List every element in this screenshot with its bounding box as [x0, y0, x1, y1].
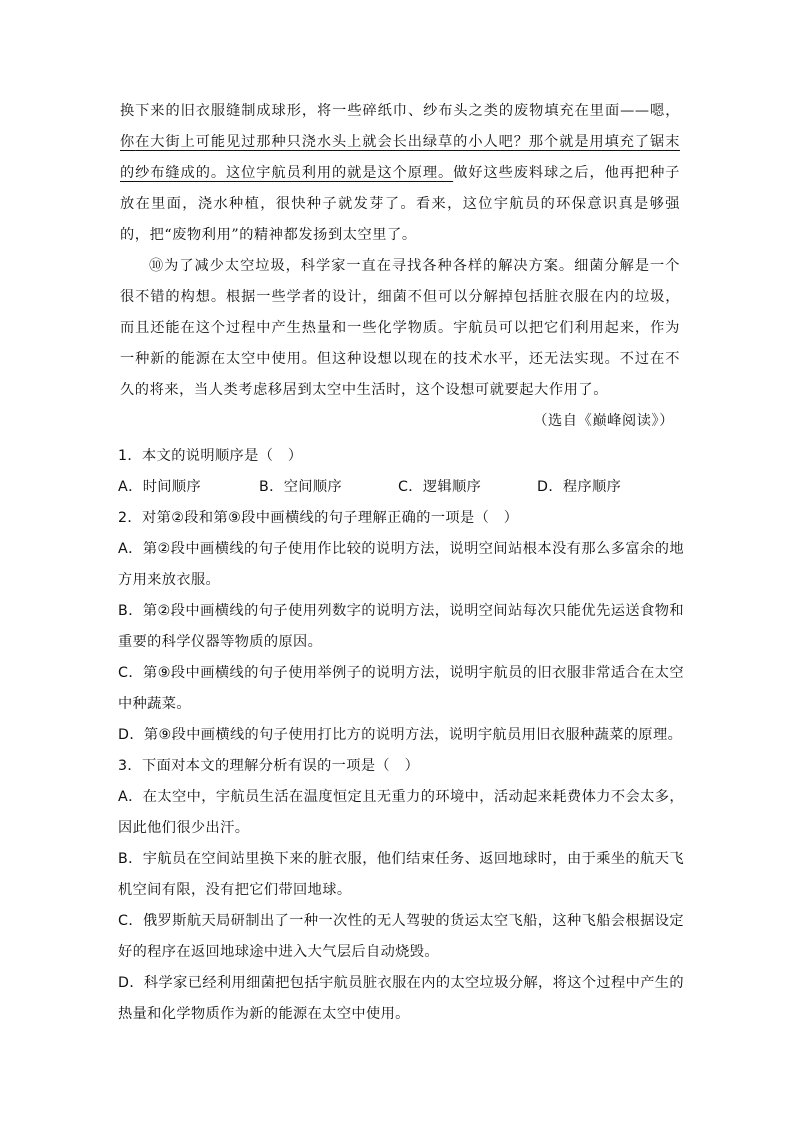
passage-paragraph-9	[120, 96, 680, 251]
option-a[interactable]: A．在太空中，宇航员生活在温度恒定且无重力的环境中，活动起来耗费体力不会太多，因此他们很少出汗。	[118, 789, 684, 836]
option-d[interactable]: D．第⑨段中画横线的句子使用打比方的说明方法，说明宇航员用旧衣服种蔬菜的原理。	[118, 727, 683, 743]
question-3	[118, 751, 684, 1030]
option-c[interactable]: C．俄罗斯航天局研制出了一种一次性的无人驾驶的货运太空飞船，这种飞船会根据设定好的程序在返回地球途中进入大气层后自动烧毁。	[118, 913, 684, 960]
passage-paragraph-10: ⑩为了减少太空垃圾，科学家一直在寻找各种各样的解决方案。细菌分解是一个很不错的构想。根据一些学者的设计，细菌不但可以分解掉包括脏衣服在内的垃圾，而且还能在这个过程中产生热量和一些化学物质。宇航员可以把它们利用起来，作为一种新的能源在太空中使用。但这种设想以现在的技术水平，还无法实现。不过在不久的将来，当人类考虑移居到太空中生活时，这个设想可就要起大作用了。	[120, 258, 680, 398]
question-stem: 1．本文的说明顺序是（ ）	[118, 448, 303, 464]
option-a[interactable]: A．第②段中画横线的句子使用作比较的说明方法，说明空间站根本没有那么多富余的地方用来放衣服。	[118, 541, 684, 588]
source-citation: （选自《巅峰阅读》）	[533, 413, 674, 429]
option-d[interactable]: D．程序顺序	[537, 479, 622, 495]
underlined-sentence: 在大街上可能见过那种只浇水头上就会长出绿草的小人吧？那个就是用填充了锯末的纱布缝成的。这位宇航员利用的就是这个原理。	[120, 134, 680, 181]
option-row	[118, 472, 684, 503]
question-list	[118, 441, 684, 1030]
option-b[interactable]: B．宇航员在空间站里换下来的脏衣服，他们结束任务、返回地球时，由于乘坐的航天飞机空间有限，没有把它们带回地球。	[118, 851, 684, 898]
underlined-sentence: 你	[120, 134, 136, 150]
passage-text: 做好这些废料球之后，他再把种子放在里面，浇水种植，很快种子就发芽了。看来，这位宇航员的环保意识真是够强的，把“废物利用”的精神都发扬到太空里了。	[120, 165, 680, 243]
option-b[interactable]: B．空间顺序	[259, 479, 343, 495]
question-2	[118, 503, 684, 751]
question-stem: 3．下面对本文的理解分析有误的一项是（ ）	[118, 758, 420, 774]
option-a[interactable]: A．时间顺序	[118, 479, 202, 495]
reading-passage	[120, 96, 680, 437]
passage-text: 换下来的旧衣服缝制成球形，将一些碎纸巾、纱布头之类的废物填充在里面——嗯，	[120, 103, 680, 119]
question-1	[118, 441, 684, 503]
option-d[interactable]: D．科学家已经利用细菌把包括宇航员脏衣服在内的太空垃圾分解，将这个过程中产生的热量和化学物质作为新的能源在太空中使用。	[118, 975, 684, 1022]
option-b[interactable]: B．第②段中画横线的句子使用列数字的说明方法，说明空间站每次只能优先运送食物和重要的科学仪器等物质的原因。	[118, 603, 684, 650]
option-c[interactable]: C．第⑨段中画横线的句子使用举例子的说明方法，说明宇航员的旧衣服非常适合在太空中种蔬菜。	[118, 665, 684, 712]
question-stem: 2．对第②段和第⑨段中画横线的句子理解正确的一项是（ ）	[118, 510, 519, 526]
option-c[interactable]: C．逻辑顺序	[398, 479, 482, 495]
